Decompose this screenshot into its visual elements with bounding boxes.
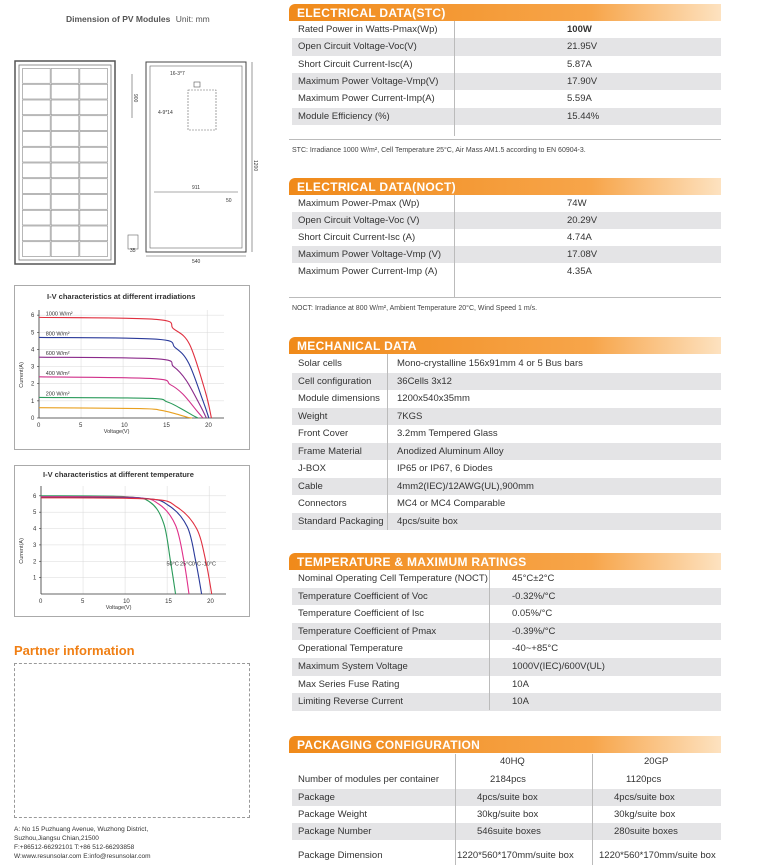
mech-header: MECHANICAL DATA — [289, 337, 721, 354]
temp-row — [292, 658, 721, 676]
series-line — [39, 408, 192, 418]
chart2-svg — [15, 480, 249, 616]
pack-col-40hq: 40HQ — [500, 756, 525, 767]
series-label: 0°C — [191, 561, 201, 568]
pack-row — [292, 847, 721, 865]
pack-value-40hq: 30kg/suite box — [477, 809, 539, 820]
address-line1: A: No 15 Puzhuang Avenue, Wuzhong District, — [14, 826, 149, 833]
temp-row — [292, 676, 721, 694]
y-tick-label: 4 — [33, 526, 37, 533]
stc-row-label: Rated Power in Watts-Pmax(Wp) — [298, 24, 438, 35]
mech-row-label: Connectors — [298, 498, 347, 509]
pack-row — [292, 823, 721, 840]
pack-value-40hq: 2184pcs — [490, 774, 526, 785]
mech-row-label: Cell configuration — [298, 375, 372, 387]
pack-row — [292, 789, 721, 806]
noct-row-value: 17.08V — [567, 249, 598, 260]
temp-row — [292, 588, 721, 606]
stc-row-value: 15.44% — [567, 110, 600, 122]
address-line3: F:+86512-66292101 T:+86 512-66293858 — [14, 844, 135, 851]
y-tick-label: 3 — [31, 364, 35, 371]
mech-row — [292, 495, 721, 513]
temp-row-value: -0.32%/°C — [512, 590, 556, 602]
mech-row-label: Cable — [298, 480, 323, 492]
mech-row-value: 4pcs/suite box — [397, 515, 458, 527]
mech-row — [292, 408, 721, 426]
mech-row-value: 36Cells 3x12 — [397, 375, 452, 387]
mech-row — [292, 373, 721, 391]
x-tick-label: 10 — [123, 599, 130, 605]
stc-row — [292, 21, 721, 38]
noct-row-label: Maximum Power Current-Imp (A) — [298, 266, 438, 277]
stc-row-label: Maximum Power Current-Imp(A) — [298, 93, 435, 105]
pack-value-20gp: 30kg/suite box — [614, 809, 676, 820]
stc-row-label: Maximum Power Voltage-Vmp(V) — [298, 75, 439, 87]
x-tick-label: 15 — [163, 423, 170, 429]
y-tick-label: 6 — [33, 493, 37, 500]
partner-title: Partner information — [14, 643, 135, 658]
mech-row-label: Module dimensions — [298, 393, 380, 404]
dim-label-e: 540 — [192, 259, 201, 265]
temp-row-label: Limiting Reverse Current — [298, 696, 404, 708]
pack-value-20gp: 280suite boxes — [614, 826, 678, 837]
mech-row-label: Weight — [298, 410, 328, 422]
series-label: 50°C — [166, 561, 179, 568]
pack-row — [292, 771, 721, 788]
temp-row-value: -40~+85°C — [512, 643, 559, 655]
chart1-svg — [15, 302, 249, 448]
address-line4: W:www.resunsolar.com E:info@resunsolar.com — [14, 853, 151, 860]
pack-value-20gp: 1220*560*170mm/suite box — [599, 850, 716, 861]
temp-row — [292, 570, 721, 588]
dim-label-c: 911 — [192, 185, 200, 191]
temp-row — [292, 623, 721, 641]
module-front-drawing — [14, 60, 116, 265]
noct-row-label: Maximum Power-Pmax (Wp) — [298, 198, 420, 209]
x-axis-label: Voltage(V) — [105, 605, 132, 611]
x-tick-label: 5 — [81, 599, 85, 605]
noct-row-label: Short Circuit Current-Isc (A) — [298, 232, 416, 243]
temp-row — [292, 640, 721, 658]
y-axis-label: Current(A) — [19, 538, 25, 564]
series-line — [41, 497, 189, 594]
mech-row-value: 3.2mm Tempered Glass — [397, 428, 498, 439]
x-tick-label: 0 — [39, 599, 43, 605]
mech-row — [292, 478, 721, 496]
stc-row — [292, 56, 721, 73]
mech-row-label: J-BOX — [298, 463, 326, 474]
stc-row-value: 100W — [567, 24, 592, 35]
y-tick-label: 0 — [31, 416, 35, 422]
temp-row-value: 45°C±2°C — [512, 573, 555, 584]
mech-row-value: Anodized Aluminum Alloy — [397, 445, 504, 457]
series-label: 1000 W/m² — [45, 311, 73, 318]
mech-row — [292, 443, 721, 461]
pack-col-header — [292, 754, 721, 770]
series-label: 25°C — [179, 561, 193, 568]
temp-row-label: Temperature Coefficient of Voc — [298, 590, 428, 602]
mech-row-value: 7KGS — [397, 410, 423, 422]
noct-row — [292, 195, 721, 212]
noct-row-value: 20.29V — [567, 215, 598, 226]
stc-row-label: Module Efficiency (%) — [298, 110, 390, 122]
temp-row-value: 0.05%/°C — [512, 608, 553, 620]
noct-row — [292, 229, 721, 246]
pack-col-20gp: 20GP — [644, 756, 669, 767]
stc-note: STC: Irradiance 1000 W/m², Cell Temperature 25°C, Air Mass AM1.5 according to EN 60904-3. — [292, 147, 586, 154]
mech-row-value: MC4 or MC4 Comparable — [397, 498, 506, 509]
stc-row — [292, 38, 721, 55]
y-tick-label: 1 — [33, 575, 37, 582]
stc-row — [292, 108, 721, 125]
x-axis-label: Voltage(V) — [103, 429, 130, 435]
temp-row-label: Maximum System Voltage — [298, 661, 408, 672]
iv-irradiation-chart — [14, 285, 250, 450]
mech-row — [292, 355, 721, 373]
stc-row-label: Open Circuit Voltage-Voc(V) — [298, 41, 417, 53]
noct-row — [292, 246, 721, 263]
pack-header: PACKAGING CONFIGURATION — [289, 736, 721, 753]
y-axis-label: Current(A) — [19, 362, 25, 388]
pack-row-label: Number of modules per container — [298, 774, 439, 785]
dim-label-g: 35 — [130, 248, 136, 254]
temp-row-label: Temperature Coefficient of Pmax — [298, 625, 437, 637]
temp-row-value: 1000V(IEC)/600V(UL) — [512, 661, 605, 672]
stc-row — [292, 90, 721, 107]
noct-row — [292, 212, 721, 229]
temp-row-value: 10A — [512, 678, 529, 690]
series-label: -10°C — [201, 561, 216, 568]
y-tick-label: 2 — [33, 559, 37, 566]
y-tick-label: 1 — [31, 398, 35, 405]
mech-row-value: 1200x540x35mm — [397, 393, 470, 404]
chart2-title: I-V characteristics at different temperature — [43, 470, 194, 479]
noct-row — [292, 263, 721, 280]
x-tick-label: 15 — [165, 599, 172, 605]
address-line2: Suzhou,Jiangsu Chian,21500 — [14, 835, 99, 842]
pack-row-label: Package Weight — [298, 809, 368, 820]
stc-row-label: Short Circuit Current-Isc(A) — [298, 58, 413, 70]
x-tick-label: 0 — [37, 423, 41, 429]
stc-header: ELECTRICAL DATA(STC) — [289, 4, 721, 21]
mech-row-value: Mono-crystalline 156x91mm 4 or 5 Bus bars — [397, 358, 583, 369]
dimension-unit: Unit: mm — [175, 14, 210, 24]
y-tick-label: 4 — [31, 347, 35, 354]
module-back-drawing — [118, 60, 268, 265]
temp-row — [292, 693, 721, 711]
x-tick-label: 5 — [79, 423, 83, 429]
series-line — [41, 497, 202, 594]
pack-row-label: Package Dimension — [298, 850, 383, 861]
stc-row-value: 5.59A — [567, 93, 592, 105]
mech-row-label: Solar cells — [298, 358, 342, 369]
temp-row — [292, 605, 721, 623]
temp-row-label: Temperature Coefficient of Isc — [298, 608, 425, 620]
temp-row-label: Nominal Operating Cell Temperature (NOCT) — [298, 573, 488, 584]
temp-row-label: Operational Temperature — [298, 643, 403, 655]
iv-temperature-chart — [14, 465, 250, 617]
mech-row-value: 4mm2(IEC)/12AWG(UL),900mm — [397, 480, 534, 492]
dim-label-a: 16-3*7 — [170, 71, 185, 77]
mech-row-label: Front Cover — [298, 428, 349, 439]
stc-row-value: 17.90V — [567, 75, 598, 87]
mech-row — [292, 390, 721, 408]
mech-row — [292, 460, 721, 478]
noct-row-value: 74W — [567, 198, 587, 209]
mech-row-label: Standard Packaging — [298, 515, 384, 527]
y-tick-label: 3 — [33, 542, 37, 549]
series-label: 200 W/m² — [45, 391, 70, 398]
x-tick-label: 20 — [205, 423, 212, 429]
noct-row-label: Open Circuit Voltage-Voc (V) — [298, 215, 420, 226]
pack-value-20gp: 4pcs/suite box — [614, 792, 675, 803]
temp-row-value: -0.39%/°C — [512, 625, 556, 637]
noct-row-value: 4.74A — [567, 232, 592, 243]
noct-row-value: 4.35A — [567, 266, 592, 277]
x-tick-label: 10 — [121, 423, 128, 429]
noct-row-label: Maximum Power Voltage-Vmp (V) — [298, 249, 442, 260]
y-tick-label: 6 — [31, 313, 35, 320]
temp-header: TEMPERATURE & MAXIMUM RATINGS — [289, 553, 721, 570]
dimension-title: Dimension of PV Modules Unit: mm — [66, 14, 210, 24]
y-tick-label: 5 — [31, 330, 35, 337]
pack-row — [292, 806, 721, 823]
stc-row — [292, 73, 721, 90]
series-label: 600 W/m² — [45, 351, 70, 358]
pack-row-label: Package Number — [298, 826, 372, 837]
pack-value-40hq: 546suite boxes — [477, 826, 541, 837]
temp-row-label: Max Series Fuse Rating — [298, 678, 400, 690]
x-tick-label: 20 — [207, 599, 214, 605]
pack-value-40hq: 1220*560*170mm/suite box — [457, 850, 574, 861]
temp-row-value: 10A — [512, 696, 529, 708]
dim-label-h: 900 — [132, 94, 138, 103]
series-label: 800 W/m² — [45, 331, 70, 338]
y-tick-label: 5 — [33, 510, 37, 517]
dim-label-f: 50 — [226, 198, 232, 204]
mech-row-value: IP65 or IP67, 6 Diodes — [397, 463, 493, 474]
mech-row — [292, 425, 721, 443]
pack-value-20gp: 1120pcs — [626, 774, 662, 785]
stc-row-value: 21.95V — [567, 41, 598, 53]
pack-row-label: Package — [298, 792, 335, 803]
pack-value-40hq: 4pcs/suite box — [477, 792, 538, 803]
stc-row-value: 5.87A — [567, 58, 592, 70]
dim-label-b: 4-9*14 — [158, 110, 173, 116]
partner-box — [14, 663, 250, 818]
y-tick-label: 2 — [31, 381, 35, 388]
noct-note: NOCT: Irradiance at 800 W/m², Ambient Temperature 20°C, Wind Speed 1 m/s. — [292, 305, 538, 312]
noct-header: ELECTRICAL DATA(NOCT) — [289, 178, 721, 195]
mech-row — [292, 513, 721, 531]
dim-label-d: 1200 — [252, 160, 258, 172]
chart1-title: I-V characteristics at different irradiations — [47, 292, 196, 301]
mech-row-label: Frame Material — [298, 445, 362, 457]
series-label: 400 W/m² — [45, 370, 70, 377]
